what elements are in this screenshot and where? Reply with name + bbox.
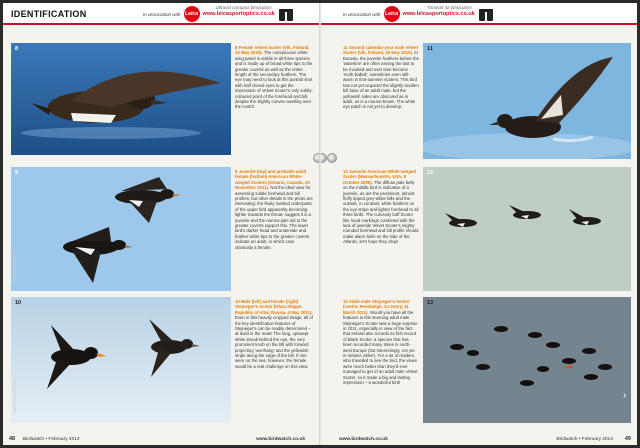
caption-title: 11 Second calendar-year male Velvet Scoter (Vik, Finland, 25 May 2010).: [343, 45, 419, 56]
ad-tagline: Ultravid compact binoculars: [215, 5, 272, 10]
photo-11-velvet-scoter: [423, 43, 631, 159]
photo-credit: MARKUS VARESVUO: [13, 378, 17, 413]
page-number: 49: [624, 436, 631, 442]
photo-number: 13: [427, 300, 434, 306]
binding-ring: [320, 153, 327, 163]
photo-number: 12: [427, 170, 434, 176]
photo-number: 8: [15, 46, 19, 52]
leica-site-link[interactable]: www.leicasportoptics.co.uk: [402, 11, 475, 17]
leica-site-link[interactable]: www.leicasportoptics.co.uk: [202, 11, 275, 17]
footer-url[interactable]: www.birdwatch.co.uk: [256, 436, 305, 442]
magazine-spread: [3, 3, 637, 445]
caption-title: 9 Juvenile (top) and probable adult female (bottom) American White-winged Scoters (Ontario, Canada, 20 November 2011).: [235, 169, 310, 191]
binding-ring: [313, 153, 320, 163]
leica-ad-right[interactable]: [343, 6, 494, 22]
binoculars-icon: [278, 7, 294, 21]
caption-8: [235, 45, 313, 110]
caption-title: 13 Adult male Stejneger's Scoter (centre, Rossbeigh, Co Kerry, 11 March 2011).: [343, 299, 410, 315]
photo-10-stejnegers-scoters: [11, 297, 231, 423]
photo-number: 11: [427, 46, 433, 52]
caption-11: [343, 45, 419, 110]
caption-body: Not the ideal view for assessing subtle forehead and bill profiles, but other details in the photo are interesting: the finely marked underparts of the upper bird apparently becoming lighter towards the throat, suggest it is a juvenile and the narrow pale tail to the greater coverts support this. The lower bird's darker head and underside and feather white tips to the greater coverts indicate an adult, in which case obviously a female.: [235, 185, 313, 250]
photo-8-velvet-scoter: [11, 43, 231, 155]
binding-ring: [327, 153, 337, 163]
ad-tagline: Trinovid 42 binoculars: [427, 5, 472, 10]
caption-title: 8 Female Velvet Scoter (Vik, Finland, 24 May 2010).: [235, 45, 310, 56]
photo-12-white-winged-scoters: [423, 167, 631, 291]
photo-credit: DARRY FLOWERS: [13, 251, 17, 281]
caption-12: [343, 169, 419, 245]
leica-logo: Leica: [184, 6, 200, 22]
left-page: [3, 3, 320, 445]
magazine-issue: Birdwatch • February 2014: [556, 436, 613, 442]
caption-body: Would you have all the features in this stunning adult male Stejneger's Scoter was a huge surprise in 2011, especially in view of the fact that Ireland also records its first record of Black Scoter, a species that has been recorded many times in north-west Europe (but interestingly, not yet in Ireland, either). For a lot of readers, who travelled to see the bird, the views were much better than they'd ever managed to get of an adult male Velvet Scoter, so it made a big and lasting impression – a wonderful bird!: [343, 309, 418, 386]
right-footer: [321, 433, 637, 445]
caption-body: In Eurasia, the juvenile feathers before the 'waterline' are often among the last to be moulted and over time become 'moth-balled'; sometimes even still-warm in first-summer scoters. This bird has not yet acquired the slightly swollen bill base of an adult male, but the yellowish sides are obscured as in adult, as is a mouse-brown. The white eye patch is not yet to develop.: [343, 50, 419, 110]
assoc-text: In association with: [143, 11, 181, 17]
leica-ad-left[interactable]: [143, 6, 294, 22]
right-header: [321, 3, 637, 25]
footer-url[interactable]: www.birdwatch.co.uk: [339, 436, 388, 442]
caption-body: Even in this heavily cropped image, all of the key identification features of Stejneger's can be readily determined – at least in the male! The long, upswept white streak behind the eye, the very prominent knob on the bill with forward projecting 'overhang' and the yellowish stripe along the edge of the bill. If one were on the sea, however, the female would be a real challenge on this view.: [235, 315, 313, 369]
binoculars-icon: [478, 7, 494, 21]
caption-body: The diffuse pale belly on the middle bird is indicative of a juvenile, as are the prominent, almost fluffy tipped grey-white bills and the outside, in contrast, white feathers on the eye stripe and lighter forehead to all three birds. The curiously buff Scoter like head markings combined with the lack of juvenile Velvet Scoter's mighty rounded forehead and bill profile should make alarm bells on the side of the Atlantic, let's hope they drop!: [343, 179, 419, 245]
leica-logo: Leica: [384, 6, 400, 22]
caption-body: The conspicuous white wing panel is visible in all three species and is made up of broad white tips to the greater coverts as well as the entire length of the secondary feathers. The eye may need to look at this portrait shot with half closed eyes to get the impression of Velvet Scoter's only subtly-coloured point of the forehead and bill, despite the slightly convex swelling over the nostril.: [235, 50, 313, 110]
section-title: IDENTIFICATION: [11, 9, 87, 19]
photo-number: 9: [15, 170, 19, 176]
left-header: [3, 3, 319, 25]
photo-9-white-winged-scoters: [11, 167, 231, 291]
right-page: [320, 3, 637, 445]
next-page-arrow-icon[interactable]: ›: [623, 390, 627, 401]
caption-10: [235, 299, 313, 369]
assoc-text: In association with: [343, 11, 381, 17]
photo-13-scoter-flock: [423, 297, 631, 423]
caption-13: [343, 299, 419, 386]
caption-9: [235, 169, 313, 250]
page-number: 48: [9, 436, 16, 442]
photo-number: 10: [15, 300, 22, 306]
caption-title: 12 Juvenile American White-winged Scoter (Massachusetts, USA, 8 October 2006).: [343, 169, 416, 185]
left-footer: [3, 433, 319, 445]
caption-title: 10 Male (left) and female (right) Stejneger's Scoter (Ohaa Steppe, Republic of Altai, Russia, 4 May 2011).: [235, 299, 313, 315]
magazine-issue: Birdwatch • February 2014: [23, 436, 80, 442]
